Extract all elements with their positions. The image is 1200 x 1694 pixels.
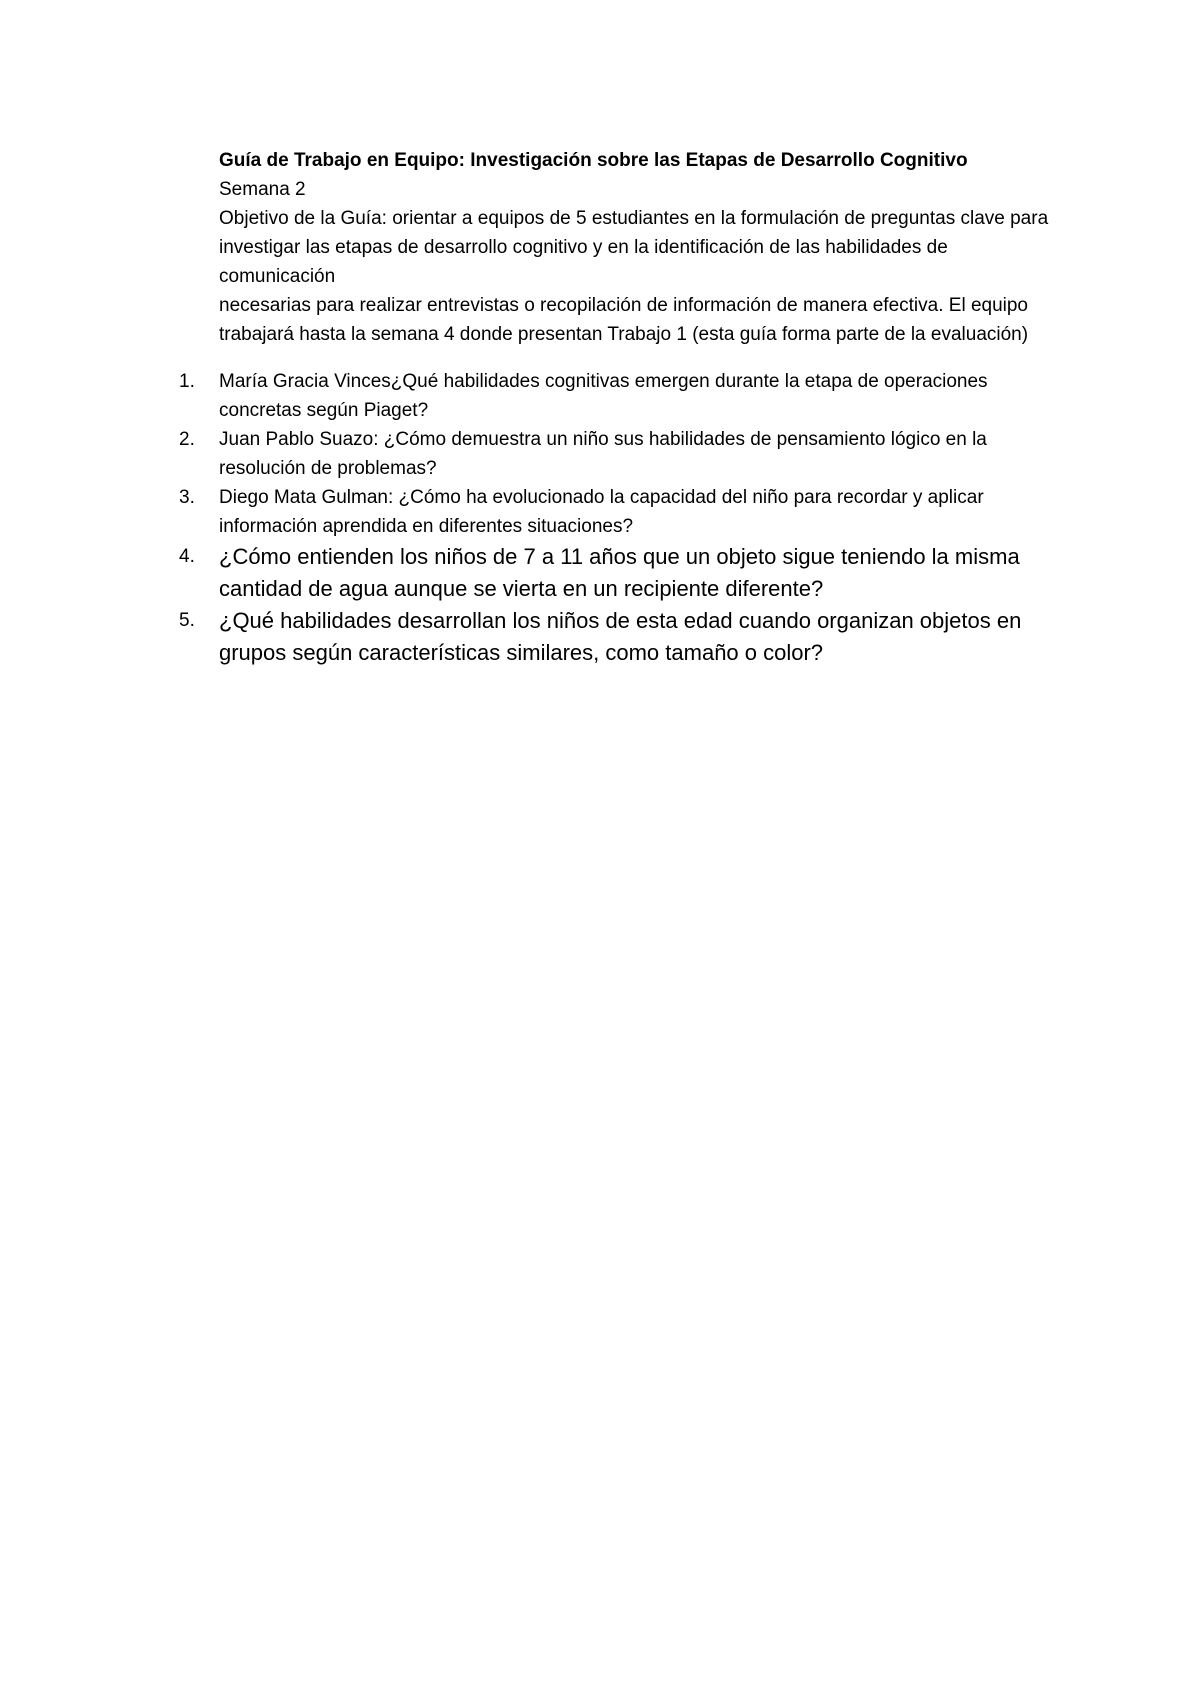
list-item-number: 4. xyxy=(179,546,195,567)
list-item-text: Juan Pablo Suazo: ¿Cómo demuestra un niño sus habilidades de pensamiento lógico en la resolución de problemas? xyxy=(219,429,987,479)
list-item-number: 1. xyxy=(179,371,195,392)
list-item-text: Diego Mata Gulman: ¿Cómo ha evolucionado la capacidad del niño para recordar y aplicar información aprendida en diferentes situaciones? xyxy=(219,487,984,537)
questions-list xyxy=(179,367,1049,669)
list-item xyxy=(179,483,1049,541)
objective-line: Objetivo de la Guía: orientar a equipos de 5 estudiantes en la formulación de preguntas clave para xyxy=(219,208,1049,229)
list-item-text: ¿Cómo entienden los niños de 7 a 11 años que un objeto sigue teniendo la misma cantidad de agua aunque se vierta en un recipiente diferente? xyxy=(219,544,1020,601)
list-item-text: ¿Qué habilidades desarrollan los niños de esta edad cuando organizan objetos en grupos según características similares, como tamaño o color? xyxy=(219,608,1022,665)
document-title: Guía de Trabajo en Equipo: Investigación sobre las Etapas de Desarrollo Cognitivo xyxy=(219,150,968,171)
list-item-number: 5. xyxy=(179,610,195,631)
list-item-text: María Gracia Vinces¿Qué habilidades cognitivas emergen durante la etapa de operaciones concretas según Piaget? xyxy=(219,371,988,421)
list-item xyxy=(179,541,1049,605)
objective-line: investigar las etapas de desarrollo cognitivo y en la identificación de las habilidades de comunicación xyxy=(219,237,948,287)
list-item-number: 3. xyxy=(179,487,195,508)
list-item xyxy=(179,605,1049,669)
document-body xyxy=(179,146,1049,669)
list-item xyxy=(179,367,1049,425)
objective-line: necesarias para realizar entrevistas o recopilación de información de manera efectiva. El equipo xyxy=(219,295,1028,316)
objective-line: trabajará hasta la semana 4 donde presentan Trabajo 1 (esta guía forma parte de la evaluación) xyxy=(219,324,1029,345)
list-item xyxy=(179,425,1049,483)
week-label: Semana 2 xyxy=(219,179,306,200)
list-item-number: 2. xyxy=(179,429,195,450)
